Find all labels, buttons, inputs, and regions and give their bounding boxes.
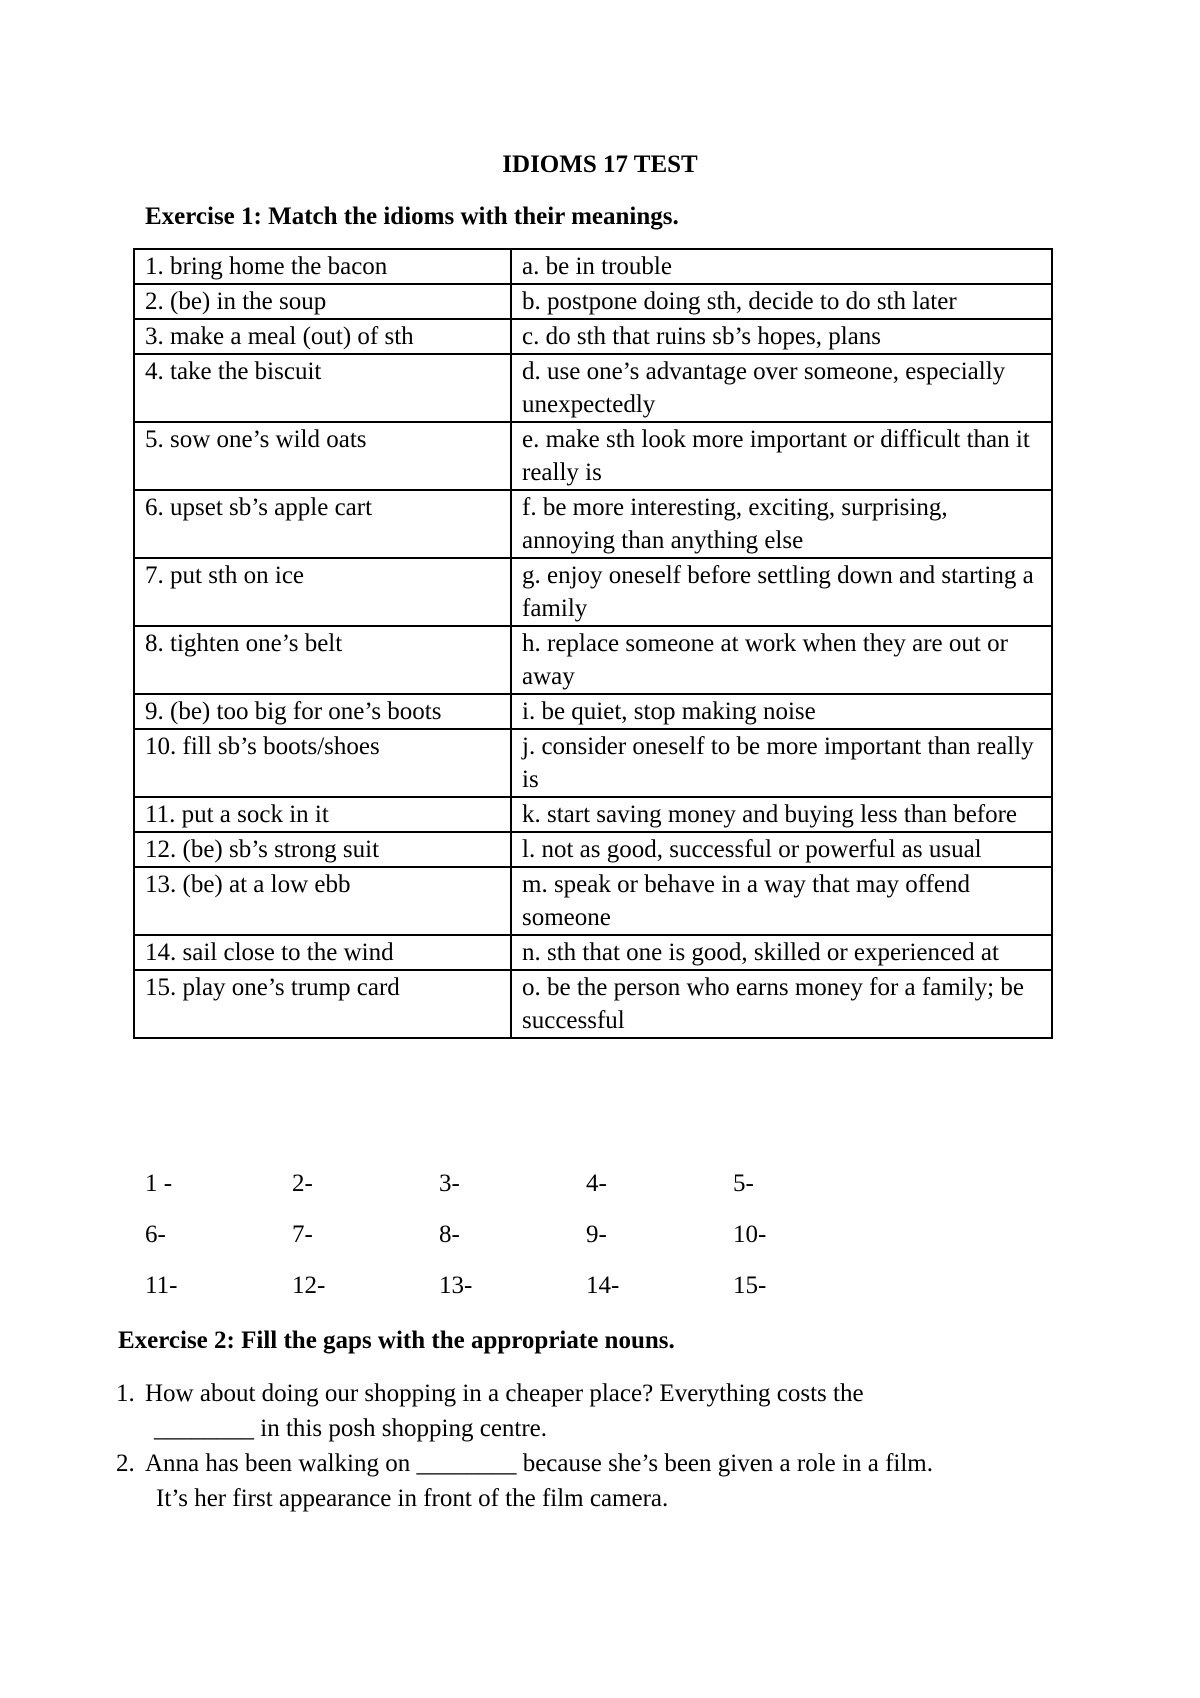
idiom-cell: 14. sail close to the wind <box>134 935 511 970</box>
table-row <box>134 867 1052 935</box>
idiom-cell: 3. make a meal (out) of sth <box>134 319 511 354</box>
answer-cell: 4- <box>586 1170 607 1197</box>
meaning-cell: a. be in trouble <box>511 249 1052 284</box>
question-text-continued: ________ in this posh shopping centre. <box>154 1415 548 1442</box>
table-row <box>134 935 1052 970</box>
question-number: 1. <box>116 1380 135 1407</box>
question-text-continued: It’s her first appearance in front of the film camera. <box>156 1485 669 1512</box>
idiom-cell: 6. upset sb’s apple cart <box>134 490 511 558</box>
table-row <box>134 729 1052 797</box>
page-title: IDIOMS 17 TEST <box>502 151 698 178</box>
answer-cell: 15- <box>733 1272 767 1299</box>
exercise-2-list <box>116 1376 1096 1516</box>
meaning-cell: o. be the person who earns money for a family; be successful <box>511 970 1052 1038</box>
meaning-cell: c. do sth that ruins sb’s hopes, plans <box>511 319 1052 354</box>
meaning-cell: m. speak or behave in a way that may offend someone <box>511 867 1052 935</box>
meaning-cell: n. sth that one is good, skilled or experienced at <box>511 935 1052 970</box>
table-row <box>134 626 1052 694</box>
answer-cell: 9- <box>586 1221 607 1248</box>
meaning-cell: k. start saving money and buying less than before <box>511 797 1052 832</box>
answer-cell: 6- <box>145 1221 166 1248</box>
answer-cell: 12- <box>292 1272 326 1299</box>
answer-cell: 5- <box>733 1170 754 1197</box>
answer-grid <box>145 1170 880 1323</box>
table-row <box>134 694 1052 729</box>
table-row <box>134 797 1052 832</box>
question-number: 2. <box>116 1450 135 1477</box>
answer-row <box>145 1272 880 1323</box>
answer-cell: 2- <box>292 1170 313 1197</box>
table-row <box>134 832 1052 867</box>
answer-cell: 1 - <box>145 1170 173 1197</box>
meaning-cell: j. consider oneself to be more important than really is <box>511 729 1052 797</box>
meaning-cell: i. be quiet, stop making noise <box>511 694 1052 729</box>
answer-cell: 8- <box>439 1221 460 1248</box>
table-row <box>134 319 1052 354</box>
answer-row <box>145 1221 880 1272</box>
idiom-cell: 5. sow one’s wild oats <box>134 422 511 490</box>
idiom-cell: 1. bring home the bacon <box>134 249 511 284</box>
idiom-cell: 12. (be) sb’s strong suit <box>134 832 511 867</box>
question-item <box>116 1376 1096 1446</box>
meaning-cell: h. replace someone at work when they are out or away <box>511 626 1052 694</box>
table-row <box>134 490 1052 558</box>
meaning-cell: e. make sth look more important or difficult than it really is <box>511 422 1052 490</box>
meaning-cell: b. postpone doing sth, decide to do sth later <box>511 284 1052 319</box>
answer-cell: 7- <box>292 1221 313 1248</box>
meaning-cell: l. not as good, successful or powerful as usual <box>511 832 1052 867</box>
idiom-cell: 13. (be) at a low ebb <box>134 867 511 935</box>
idioms-table <box>133 248 1053 1039</box>
table-row <box>134 422 1052 490</box>
idiom-cell: 9. (be) too big for one’s boots <box>134 694 511 729</box>
table-row <box>134 970 1052 1038</box>
meaning-cell: f. be more interesting, exciting, surprising, annoying than anything else <box>511 490 1052 558</box>
answer-cell: 14- <box>586 1272 620 1299</box>
idiom-cell: 11. put a sock in it <box>134 797 511 832</box>
question-item <box>116 1446 1096 1516</box>
table-row <box>134 558 1052 626</box>
question-text: How about doing our shopping in a cheaper place? Everything costs the <box>145 1380 864 1407</box>
idiom-cell: 8. tighten one’s belt <box>134 626 511 694</box>
answer-cell: 13- <box>439 1272 473 1299</box>
meaning-cell: g. enjoy oneself before settling down and starting a family <box>511 558 1052 626</box>
idiom-cell: 10. fill sb’s boots/shoes <box>134 729 511 797</box>
question-text: Anna has been walking on ________ because she’s been given a role in a film. <box>145 1450 933 1477</box>
meaning-cell: d. use one’s advantage over someone, especially unexpectedly <box>511 354 1052 422</box>
idiom-cell: 7. put sth on ice <box>134 558 511 626</box>
answer-cell: 11- <box>145 1272 178 1299</box>
idiom-cell: 2. (be) in the soup <box>134 284 511 319</box>
table-row <box>134 354 1052 422</box>
idiom-cell: 4. take the biscuit <box>134 354 511 422</box>
exercise-2-heading: Exercise 2: Fill the gaps with the appropriate nouns. <box>118 1327 675 1354</box>
table-row <box>134 284 1052 319</box>
exercise-1-heading: Exercise 1: Match the idioms with their meanings. <box>145 203 679 230</box>
table-row <box>134 249 1052 284</box>
answer-cell: 10- <box>733 1221 767 1248</box>
answer-cell: 3- <box>439 1170 460 1197</box>
idiom-cell: 15. play one’s trump card <box>134 970 511 1038</box>
answer-row <box>145 1170 880 1221</box>
